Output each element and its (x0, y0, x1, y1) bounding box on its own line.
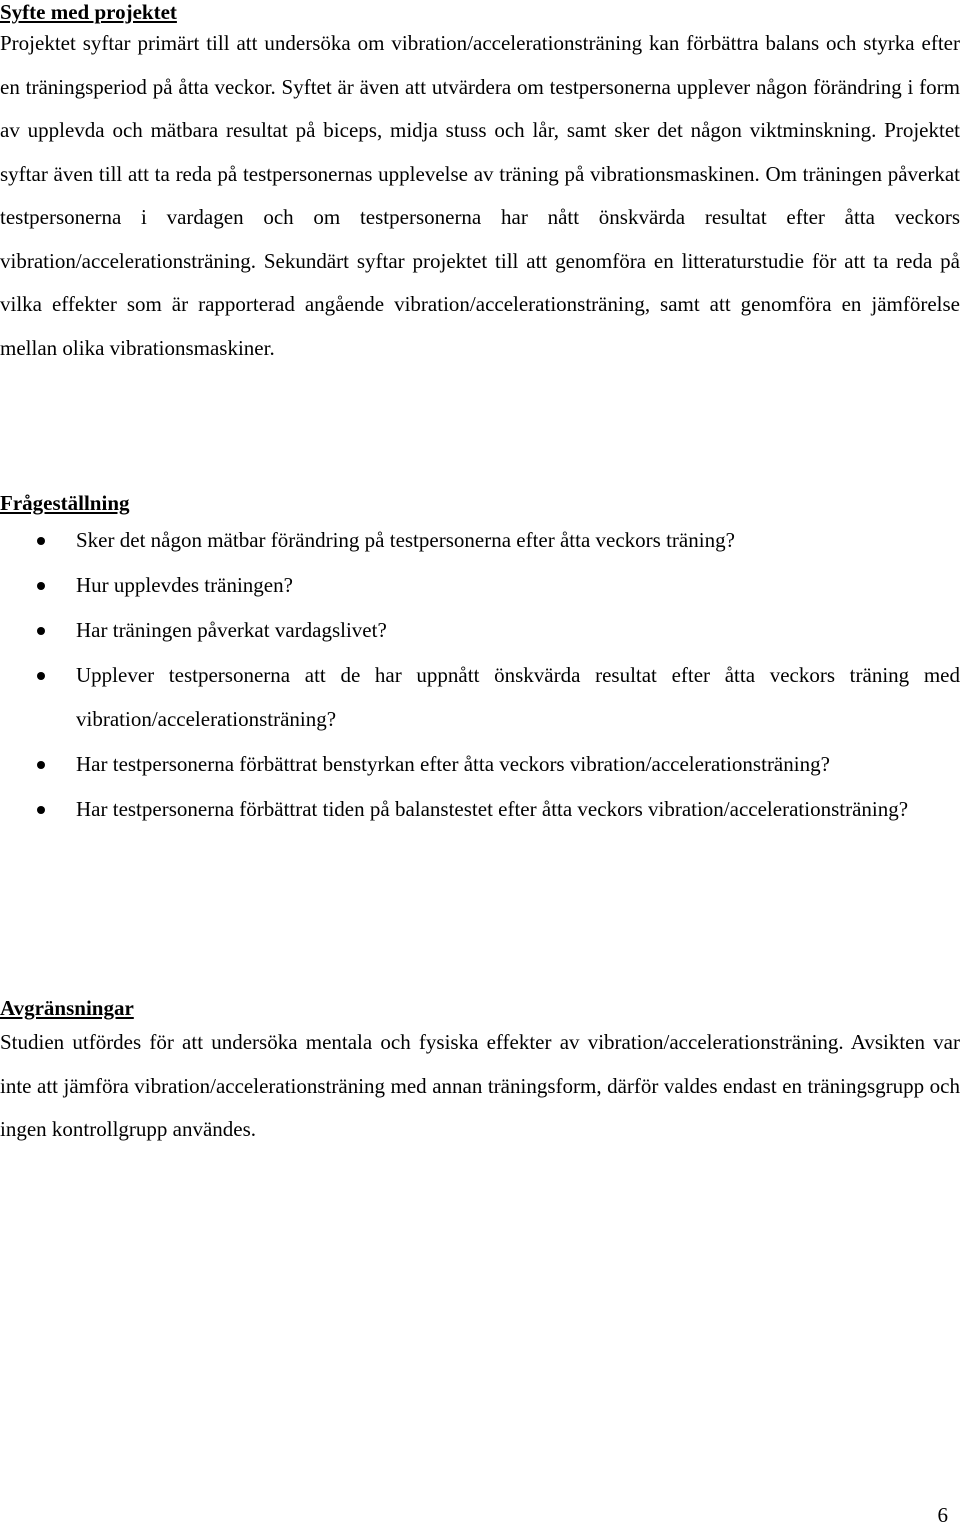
bullet-icon (37, 806, 45, 814)
avgransningar-paragraph: Studien utfördes för att undersöka mentala och fysiska effekter av vibration/accelerationsträning. Avsikten var inte att jämföra vibration/accelerationsträning med annan träningsform, därför valdes endast en träningsgrupp och ingen kontrollgrupp användes. (0, 1030, 960, 1141)
question-text: Upplever testpersonerna att de har uppnått önskvärda resultat efter åtta veckors träning med vibration/accelerationsträning? (76, 663, 960, 731)
section-avgransningar (0, 996, 960, 1020)
syfte-paragraph: Projektet syftar primärt till att undersöka om vibration/accelerationsträning kan förbättra balans och styrka efter en träningsperiod på åtta veckor. Syftet är även att utvärdera om testpersonerna upplever någon förändring i form av upplevda och mätbara resultat på biceps, midja stuss och lår, samt sker det någon viktminskning. Projektet syftar även till att ta reda på testpersonernas upplevelse av träning på vibrationsmaskinen. Om träningen påverkat testpersonerna i vardagen och om testpersonerna har nått önskvärda resultat efter åtta veckors vibration/accelerationsträning. Sekundärt syftar projektet till att genomföra en litteraturstudie för att ta reda på vilka effekter som är rapporterad angående vibration/accelerationsträning, samt att genomföra en jämförelse mellan olika vibrationsmaskiner. (0, 31, 960, 360)
question-text: Har träningen påverkat vardagslivet? (76, 618, 387, 642)
section-syfte (0, 0, 960, 24)
section-fragestallning (0, 491, 960, 515)
list-item (0, 519, 960, 563)
bullet-icon (37, 672, 45, 680)
question-text: Har testpersonerna förbättrat tiden på balanstestet efter åtta veckors vibration/accelerationsträning? (76, 796, 909, 821)
question-text: Har testpersonerna förbättrat benstyrkan efter åtta veckors vibration/accelerationsträning? (76, 751, 830, 776)
section-heading-avgransningar: Avgränsningar (0, 996, 134, 1020)
list-item (0, 609, 960, 653)
list-item (0, 654, 960, 741)
list-item (0, 564, 960, 608)
bullet-icon (37, 582, 45, 590)
section-heading-fragestallning: Frågeställning (0, 491, 130, 515)
list-item (0, 788, 960, 832)
page-number: 6 (937, 1503, 948, 1527)
question-list (0, 519, 960, 833)
bullet-icon (37, 627, 45, 635)
question-text: Hur upplevdes träningen? (76, 573, 293, 597)
question-text: Sker det någon mätbar förändring på testpersonerna efter åtta veckors träning? (76, 528, 735, 552)
list-item (0, 743, 960, 787)
bullet-icon (37, 537, 45, 545)
bullet-icon (37, 761, 45, 769)
section-heading-syfte: Syfte med projektet (0, 0, 177, 24)
